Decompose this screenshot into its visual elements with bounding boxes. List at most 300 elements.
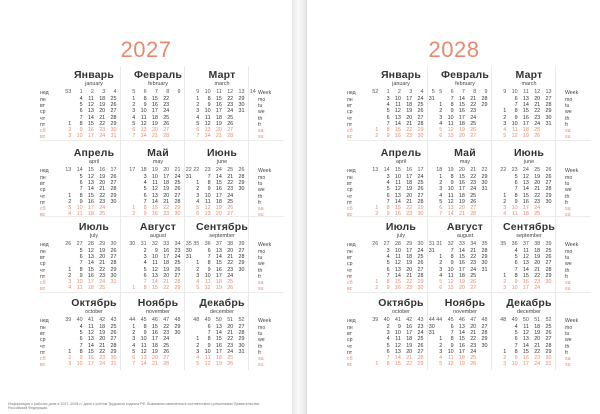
day-cell: 27 <box>163 126 170 133</box>
day-cell: 18 <box>406 180 413 187</box>
day-cell: 28 <box>481 330 488 337</box>
day-cell: 5 <box>143 186 147 193</box>
day-cell: 24 <box>99 133 106 140</box>
month-grid <box>124 167 192 217</box>
day-cell: 4 <box>386 180 390 187</box>
day-cell: 14 <box>87 114 94 121</box>
day-labels-ru <box>347 242 367 292</box>
month-name-en: january <box>392 81 410 87</box>
day-labels-ru <box>40 168 60 218</box>
day-cell: 8 <box>207 260 211 267</box>
day-cell: 8 <box>207 336 211 343</box>
day-cell: 19 <box>534 254 541 261</box>
day-label: вс <box>40 134 46 141</box>
day-cell: 6 <box>207 324 211 330</box>
day-label: tu <box>258 103 263 110</box>
day-label: вс <box>347 212 353 219</box>
day-cell: 26 <box>110 248 117 254</box>
day-cell: 28 <box>110 342 117 349</box>
day-cell: 4 <box>68 211 72 218</box>
day-cell: 7 <box>143 278 147 285</box>
week-number <box>244 167 255 174</box>
day-cell: 28 <box>481 248 488 254</box>
day-cell: 17 <box>87 204 94 211</box>
day-label: we <box>258 109 265 116</box>
week-number: 18 <box>436 167 443 173</box>
day-cell: 26 <box>417 342 424 349</box>
day-cell: 10 <box>204 108 211 115</box>
day-cell: 16 <box>87 272 94 279</box>
week-number: 38 <box>227 241 234 247</box>
week-number: 17 <box>110 167 117 173</box>
day-cell: 23 <box>534 114 541 121</box>
day-cell: 3 <box>196 348 200 355</box>
day-cell: 6 <box>79 254 83 261</box>
day-cell: 19 <box>99 174 106 180</box>
day-cell: 3 <box>132 108 136 115</box>
day-cell: 19 <box>458 198 465 205</box>
day-label: пн <box>347 325 353 331</box>
day-cell: 15 <box>151 285 158 292</box>
day-cell: 20 <box>163 272 170 279</box>
month-grid <box>367 241 435 291</box>
day-label: th <box>565 343 570 350</box>
day-cell: 10 <box>140 108 147 115</box>
day-cell: 3 <box>439 186 443 193</box>
week-number: 51 <box>534 317 541 323</box>
day-cell: 2 <box>375 133 379 140</box>
day-cell: 19 <box>99 102 106 109</box>
month-grid <box>431 89 499 139</box>
day-cell: 17 <box>522 204 529 211</box>
day-cell: 3 <box>386 248 390 254</box>
day-cell: 24 <box>417 96 424 102</box>
day-cell: 5 <box>439 361 443 368</box>
day-cell: 21 <box>99 260 106 267</box>
day-cell: 5 <box>196 285 200 292</box>
day-cell: 27 <box>481 324 488 330</box>
week-number: 16 <box>99 167 106 173</box>
day-cell: 20 <box>163 192 170 199</box>
day-cell: 25 <box>470 354 477 361</box>
week-number: 35 <box>185 241 192 247</box>
day-cell <box>476 133 487 139</box>
day-cell: 21 <box>151 361 158 368</box>
day-cell <box>540 211 551 217</box>
day-cell: 19 <box>522 133 529 140</box>
day-label: sa <box>258 280 264 287</box>
month-name-en: april <box>88 159 100 165</box>
day-cell: 15 <box>215 180 222 187</box>
day-cell: 31 <box>110 278 117 285</box>
day-cell: 9 <box>514 278 518 285</box>
day-cell: 23 <box>163 211 170 218</box>
day-cell: 26 <box>545 330 552 337</box>
day-cell: 2 <box>503 198 507 205</box>
day-cell: 4 <box>79 96 83 102</box>
month-name-en: february <box>455 81 475 87</box>
day-cell: 29 <box>545 272 552 279</box>
day-cell: 23 <box>227 102 234 109</box>
day-cell: 17 <box>458 114 465 121</box>
week-number: 15 <box>394 167 401 173</box>
day-cell: 4 <box>514 248 518 254</box>
day-cell: 7 <box>207 174 211 180</box>
day-cell: 30 <box>545 278 552 285</box>
day-cell: 7 <box>514 102 518 109</box>
day-cell: 2 <box>196 266 200 273</box>
day-cell: 24 <box>227 108 234 115</box>
day-cell: 1 <box>132 96 136 102</box>
day-label: fr <box>258 349 262 356</box>
day-label: su <box>565 362 571 369</box>
week-number: 46 <box>151 317 158 323</box>
day-cell: 8 <box>207 180 211 187</box>
day-cell: 8 <box>79 120 83 127</box>
day-cell: 12 <box>394 108 401 115</box>
day-label: Week <box>258 90 272 96</box>
day-cell: 6 <box>386 348 390 355</box>
day-cell: 2 <box>68 354 72 361</box>
day-cell <box>105 285 116 291</box>
day-cell: 25 <box>417 180 424 187</box>
day-label: Week <box>565 318 579 324</box>
day-cell: 4 <box>196 198 200 205</box>
day-cell: 27 <box>417 266 424 273</box>
day-cell: 23 <box>227 186 234 193</box>
day-cell: 16 <box>215 186 222 193</box>
day-cell: 9 <box>450 260 454 267</box>
day-cell: 2 <box>503 354 507 361</box>
day-cell: 31 <box>481 186 488 193</box>
day-label: th <box>258 115 263 122</box>
day-cell: 11 <box>447 272 454 279</box>
day-cell: 10 <box>447 348 454 355</box>
day-cell: 12 <box>204 361 211 368</box>
day-cell: 20 <box>99 108 106 115</box>
day-cell: 16 <box>215 342 222 349</box>
day-cell: 16 <box>151 102 158 109</box>
day-cell <box>244 211 255 217</box>
day-cell: 4 <box>514 324 518 330</box>
day-cell: 17 <box>151 336 158 343</box>
day-cell: 19 <box>163 266 170 273</box>
day-cell: 1 <box>68 192 72 199</box>
day-label: tu <box>565 331 570 338</box>
day-cell: 26 <box>110 330 117 337</box>
day-cell: 21 <box>163 278 170 285</box>
day-cell: 25 <box>174 260 181 267</box>
day-cell: 16 <box>522 278 529 285</box>
day-cell: 22 <box>406 361 413 368</box>
day-cell: 15 <box>87 192 94 199</box>
month-name: Июнь <box>513 147 545 159</box>
day-cell: 12 <box>447 198 454 205</box>
day-cell: 17 <box>406 248 413 254</box>
day-cell: 16 <box>215 102 222 109</box>
month-block <box>431 148 499 217</box>
week-number: 51 <box>227 317 234 323</box>
day-cell: 3 <box>68 133 72 140</box>
day-cell: 28 <box>417 354 424 361</box>
day-cell: 9 <box>143 211 147 218</box>
day-cell: 6 <box>196 211 200 218</box>
day-label: we <box>258 187 265 194</box>
week-number: 12 <box>534 89 541 95</box>
day-cell: 26 <box>417 260 424 267</box>
week-number: 38 <box>534 241 541 247</box>
week-number: 8 <box>473 89 477 95</box>
day-cell: 19 <box>215 120 222 127</box>
day-cell: 7 <box>79 114 83 121</box>
day-label: ср <box>40 261 46 268</box>
day-cell: 8 <box>386 361 390 368</box>
day-cell: 29 <box>238 180 245 187</box>
day-cell: 9 <box>143 102 147 109</box>
week-number: 13 <box>238 89 245 95</box>
day-cell: 21 <box>406 272 413 279</box>
day-cell: 30 <box>428 324 435 330</box>
day-label: сб <box>347 280 353 287</box>
week-number: 16 <box>406 167 413 173</box>
month-grid <box>124 317 192 367</box>
day-cell: 26 <box>545 254 552 261</box>
week-number: 48 <box>174 317 181 323</box>
day-labels-en <box>258 242 280 292</box>
day-cell: 25 <box>417 254 424 261</box>
day-cell: 24 <box>534 120 541 127</box>
day-cell: 4 <box>68 285 72 292</box>
day-cell: 5 <box>386 260 390 267</box>
day-cell: 13 <box>458 324 465 330</box>
day-cell: 15 <box>215 336 222 343</box>
day-cell: 10 <box>447 266 454 273</box>
day-cell: 6 <box>132 354 136 361</box>
month-name-en: january <box>85 81 103 87</box>
week-number <box>551 89 562 96</box>
month-grid <box>124 241 192 291</box>
day-cell: 18 <box>458 354 465 361</box>
week-number: 12 <box>227 89 234 95</box>
day-cell: 11 <box>395 180 401 187</box>
week-number: 48 <box>193 317 200 323</box>
week-number: 8 <box>166 89 170 95</box>
day-cell: 13 <box>215 248 222 254</box>
day-cell: 1 <box>196 260 200 267</box>
day-cell: 28 <box>163 133 170 140</box>
day-cell: 1 <box>375 126 379 133</box>
day-cell: 24 <box>534 204 541 211</box>
month-block <box>367 70 435 139</box>
day-label: su <box>258 134 264 141</box>
day-cell: 29 <box>481 336 488 343</box>
day-cell: 1 <box>196 336 200 343</box>
month-name: Август <box>446 221 484 233</box>
week-number: 48 <box>481 317 488 323</box>
day-cell: 5 <box>514 254 518 261</box>
week-number <box>244 241 255 248</box>
day-cell: 29 <box>545 108 552 115</box>
day-cell: 14 <box>87 342 94 349</box>
day-cell: 30 <box>545 198 552 205</box>
day-label: вт <box>347 103 353 110</box>
day-cell: 5 <box>439 278 443 285</box>
day-label: пт <box>347 121 353 128</box>
week-number: 15 <box>87 167 94 173</box>
day-cell: 18 <box>215 198 222 205</box>
day-cell: 24 <box>174 254 181 261</box>
day-labels-ru <box>40 318 60 368</box>
week-number: 2 <box>397 89 401 95</box>
day-cell: 6 <box>439 204 443 211</box>
day-cell: 11 <box>395 254 401 261</box>
day-cell: 27 <box>417 348 424 355</box>
day-label: ср <box>40 109 46 116</box>
day-cell: 3 <box>386 96 390 102</box>
day-cell: 4 <box>132 342 136 349</box>
day-cell: 23 <box>417 324 424 330</box>
day-cell: 1 <box>196 180 200 187</box>
day-cell: 30 <box>110 272 117 279</box>
month-block <box>431 70 499 139</box>
day-cell: 10 <box>151 254 158 261</box>
day-cell: 6 <box>439 133 443 140</box>
day-label: fr <box>258 199 262 206</box>
day-label: Week <box>565 90 579 96</box>
week-number: 22 <box>481 167 488 173</box>
day-label: пн <box>40 249 46 255</box>
day-cell: 26 <box>417 186 424 193</box>
day-cell: 1 <box>196 96 200 102</box>
day-cell: 11 <box>511 126 518 133</box>
day-label: сб <box>40 206 46 213</box>
day-cell: 26 <box>470 361 477 368</box>
week-number: 30 <box>129 241 136 247</box>
day-cell: 20 <box>151 354 158 361</box>
day-cell: 13 <box>522 96 529 102</box>
day-cell: 28 <box>174 198 181 205</box>
month-block <box>367 222 435 291</box>
day-cell: 2 <box>503 114 507 121</box>
month-name: Октябрь <box>71 297 117 309</box>
day-cell: 20 <box>458 133 465 140</box>
day-cell: 13 <box>447 285 454 292</box>
day-cell: 20 <box>406 114 413 121</box>
day-cell: 5 <box>503 133 507 140</box>
week-number: 10 <box>511 89 518 95</box>
day-cell: 9 <box>386 133 390 140</box>
day-label: we <box>258 261 265 268</box>
day-label: вт <box>347 181 353 188</box>
day-cell: 28 <box>238 174 245 180</box>
month-name-en: september <box>516 233 542 239</box>
day-cell: 6 <box>386 192 390 199</box>
day-cell: 28 <box>545 342 552 349</box>
day-cell: 12 <box>87 102 94 109</box>
day-cell: 14 <box>204 133 211 140</box>
day-cell: 18 <box>458 120 465 127</box>
day-cell: 14 <box>522 102 529 109</box>
week-number: 26 <box>545 167 552 173</box>
day-cell: 23 <box>534 198 541 205</box>
day-cell: 10 <box>394 96 401 102</box>
day-cell: 27 <box>174 192 181 199</box>
day-cell: 21 <box>406 120 413 127</box>
day-label: we <box>565 337 572 344</box>
day-cell: 9 <box>207 102 211 109</box>
day-cell: 4 <box>503 126 507 133</box>
day-label: вс <box>40 362 46 369</box>
day-cell: 21 <box>227 330 234 337</box>
week-number: 39 <box>545 241 552 247</box>
day-cell: 20 <box>215 211 222 218</box>
day-cell: 25 <box>227 354 234 361</box>
day-label: sa <box>565 206 571 213</box>
day-labels-en <box>258 90 280 140</box>
day-label: вт <box>40 331 46 338</box>
day-cell: 30 <box>481 180 488 187</box>
day-cell: 19 <box>406 342 413 349</box>
day-cell: 11 <box>204 198 211 205</box>
day-cell: 8 <box>143 324 147 330</box>
day-cell: 12 <box>394 186 401 193</box>
day-cell: 27 <box>470 133 477 140</box>
day-cell: 23 <box>534 354 541 361</box>
day-cell: 14 <box>394 120 401 127</box>
month-grid <box>367 167 435 217</box>
day-cell: 11 <box>204 278 211 285</box>
month-name: Сентябрь <box>196 221 248 233</box>
day-cell: 6 <box>79 336 83 343</box>
day-cell: 19 <box>406 108 413 115</box>
week-number <box>551 317 562 324</box>
day-cell: 7 <box>207 330 211 337</box>
day-cell: 9 <box>207 186 211 193</box>
day-cell: 6 <box>143 272 147 279</box>
day-label: сб <box>40 280 46 287</box>
day-cell: 18 <box>406 254 413 261</box>
day-label: sa <box>258 128 264 135</box>
day-cell: 10 <box>76 278 83 285</box>
day-cell: 25 <box>534 211 541 218</box>
day-cell: 21 <box>99 114 106 121</box>
day-label: we <box>565 261 572 268</box>
day-cell: 23 <box>163 102 170 109</box>
day-label: чт <box>347 115 353 122</box>
day-cell: 7 <box>207 254 211 261</box>
day-cell: 12 <box>204 285 211 292</box>
day-cell: 28 <box>163 361 170 368</box>
month-block <box>188 148 256 217</box>
day-cell: 20 <box>151 126 158 133</box>
week-number: 39 <box>238 241 245 247</box>
month-block <box>431 222 499 291</box>
day-cell: 14 <box>215 174 222 180</box>
week-number: 13 <box>545 89 552 95</box>
day-cell <box>476 285 487 291</box>
day-cell: 24 <box>163 336 170 343</box>
week-number: 35 <box>481 241 488 247</box>
day-cell: 5 <box>439 198 443 205</box>
day-cell: 13 <box>394 348 401 355</box>
day-cell: 24 <box>227 272 234 279</box>
week-number: 5 <box>431 89 435 95</box>
day-cell: 8 <box>143 204 147 211</box>
day-cell: 20 <box>406 192 413 199</box>
day-cell: 15 <box>151 96 158 102</box>
day-cell: 16 <box>87 354 94 361</box>
day-cell: 25 <box>534 126 541 133</box>
